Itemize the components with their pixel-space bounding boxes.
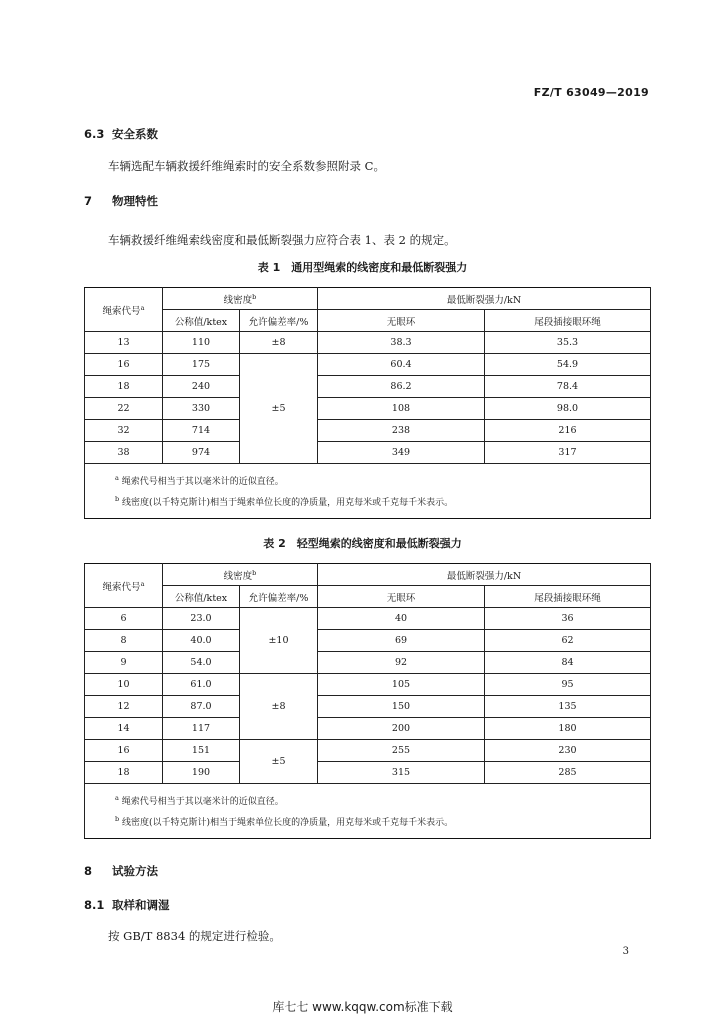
cell-code: 13 <box>85 332 163 354</box>
cell-endless: 200 <box>318 718 485 740</box>
cell-code: 16 <box>85 740 163 762</box>
section-8-1-heading <box>84 897 170 913</box>
table1 <box>84 287 651 519</box>
cell-spliced: 62 <box>485 630 651 652</box>
cell-endless: 349 <box>318 442 485 464</box>
cell-endless: 108 <box>318 398 485 420</box>
cell-code: 9 <box>85 652 163 674</box>
cell-spliced: 98.0 <box>485 398 651 420</box>
cell-code: 8 <box>85 630 163 652</box>
table-row <box>85 652 651 674</box>
table-row <box>85 354 651 376</box>
col-header-nominal: 公称值/ktex <box>163 586 240 608</box>
page-number: 3 <box>622 946 629 957</box>
table-row <box>85 762 651 784</box>
cell-endless: 238 <box>318 420 485 442</box>
cell-endless: 60.4 <box>318 354 485 376</box>
table-row <box>85 740 651 762</box>
table2-caption: 表 2 轻型绳索的线密度和最低断裂强力 <box>263 537 462 550</box>
table2 <box>84 563 651 839</box>
section-7-heading <box>84 193 158 209</box>
section-number: 7 <box>84 194 93 208</box>
cell-code: 14 <box>85 718 163 740</box>
col-header-strength: 最低断裂强力/kN <box>318 288 651 310</box>
col-header-spliced: 尾段插接眼环绳 <box>485 586 651 608</box>
cell-code: 6 <box>85 608 163 630</box>
cell-code: 18 <box>85 762 163 784</box>
cell-code: 10 <box>85 674 163 696</box>
cell-nominal: 54.0 <box>163 652 240 674</box>
cell-spliced: 54.9 <box>485 354 651 376</box>
cell-spliced: 285 <box>485 762 651 784</box>
table-row <box>85 420 651 442</box>
table1-notes <box>85 464 651 519</box>
cell-tolerance: ±10 <box>240 608 318 674</box>
cell-endless: 86.2 <box>318 376 485 398</box>
col-header-endless: 无眼环 <box>318 586 485 608</box>
col-header-code: 绳索代号$^a$ <box>85 564 163 608</box>
cell-spliced: 317 <box>485 442 651 464</box>
footnote-b: $^b$ 线密度(以千特克斯计)相当于绳索单位长度的净质量，用克每米或千克每千米表示。 <box>115 495 454 508</box>
section-7-text: 车辆救援纤维绳索线密度和最低断裂强力应符合表 1、表 2 的规定。 <box>108 233 456 247</box>
cell-endless: 92 <box>318 652 485 674</box>
section-title: 安全系数 <box>112 127 159 141</box>
col-header-tolerance: 允许偏差率/% <box>240 310 318 332</box>
cell-nominal: 87.0 <box>163 696 240 718</box>
cell-nominal: 240 <box>163 376 240 398</box>
col-header-density: 线密度$^b$ <box>163 564 318 586</box>
cell-nominal: 151 <box>163 740 240 762</box>
cell-spliced: 36 <box>485 608 651 630</box>
section-title: 试验方法 <box>112 864 159 878</box>
cell-nominal: 714 <box>163 420 240 442</box>
standard-number: FZ/T 63049—2019 <box>533 86 649 99</box>
cell-nominal: 110 <box>163 332 240 354</box>
table1-caption: 表 1 通用型绳索的线密度和最低断裂强力 <box>257 261 468 274</box>
cell-code: 32 <box>85 420 163 442</box>
cell-code: 22 <box>85 398 163 420</box>
footnote-b: $^b$ 线密度(以千特克斯计)相当于绳索单位长度的净质量，用克每米或千克每千米表示。 <box>115 815 454 828</box>
cell-nominal: 330 <box>163 398 240 420</box>
table2-notes <box>85 784 651 839</box>
footnote-a: $^a$ 绳索代号相当于其以毫米计的近似直径。 <box>115 474 284 487</box>
table-row <box>85 376 651 398</box>
cell-nominal: 40.0 <box>163 630 240 652</box>
col-header-density: 线密度$^b$ <box>163 288 318 310</box>
cell-nominal: 190 <box>163 762 240 784</box>
cell-tolerance: ±5 <box>240 354 318 464</box>
section-8-heading <box>84 863 158 879</box>
cell-spliced: 230 <box>485 740 651 762</box>
col-header-strength: 最低断裂强力/kN <box>318 564 651 586</box>
cell-code: 12 <box>85 696 163 718</box>
table-row <box>85 442 651 464</box>
table-row <box>85 674 651 696</box>
section-number: 8.1 <box>84 898 105 912</box>
col-header-spliced: 尾段插接眼环绳 <box>485 310 651 332</box>
cell-tolerance: ±8 <box>240 674 318 740</box>
table-row <box>85 608 651 630</box>
footnote-a: $^a$ 绳索代号相当于其以毫米计的近似直径。 <box>115 794 284 807</box>
section-title: 物理特性 <box>112 194 159 208</box>
table-row <box>85 696 651 718</box>
cell-nominal: 61.0 <box>163 674 240 696</box>
table-row <box>85 718 651 740</box>
cell-spliced: 84 <box>485 652 651 674</box>
col-header-code: 绳索代号$^a$ <box>85 288 163 332</box>
cell-spliced: 35.3 <box>485 332 651 354</box>
cell-endless: 40 <box>318 608 485 630</box>
table-row <box>85 630 651 652</box>
col-header-tolerance: 允许偏差率/% <box>240 586 318 608</box>
table-row <box>85 398 651 420</box>
col-header-nominal: 公称值/ktex <box>163 310 240 332</box>
section-6-3-text: 车辆选配车辆救援纤维绳索时的安全系数参照附录 C。 <box>108 159 385 173</box>
cell-endless: 105 <box>318 674 485 696</box>
cell-spliced: 135 <box>485 696 651 718</box>
cell-nominal: 117 <box>163 718 240 740</box>
cell-code: 38 <box>85 442 163 464</box>
cell-tolerance: ±8 <box>240 332 318 354</box>
cell-endless: 69 <box>318 630 485 652</box>
cell-code: 18 <box>85 376 163 398</box>
section-6-3-heading <box>84 126 158 142</box>
cell-nominal: 23.0 <box>163 608 240 630</box>
cell-endless: 150 <box>318 696 485 718</box>
table-row <box>85 332 651 354</box>
cell-tolerance: ±5 <box>240 740 318 784</box>
cell-endless: 38.3 <box>318 332 485 354</box>
cell-nominal: 974 <box>163 442 240 464</box>
cell-spliced: 216 <box>485 420 651 442</box>
cell-spliced: 95 <box>485 674 651 696</box>
cell-endless: 255 <box>318 740 485 762</box>
cell-nominal: 175 <box>163 354 240 376</box>
col-header-endless: 无眼环 <box>318 310 485 332</box>
cell-spliced: 78.4 <box>485 376 651 398</box>
section-8-1-text: 按 GB/T 8834 的规定进行检验。 <box>108 929 281 943</box>
section-title: 取样和调湿 <box>112 898 170 912</box>
cell-spliced: 180 <box>485 718 651 740</box>
section-number: 8 <box>84 864 93 878</box>
cell-code: 16 <box>85 354 163 376</box>
footer-watermark: 库七七 www.kqqw.com标准下载 <box>272 1000 453 1014</box>
section-number: 6.3 <box>84 127 105 141</box>
cell-endless: 315 <box>318 762 485 784</box>
